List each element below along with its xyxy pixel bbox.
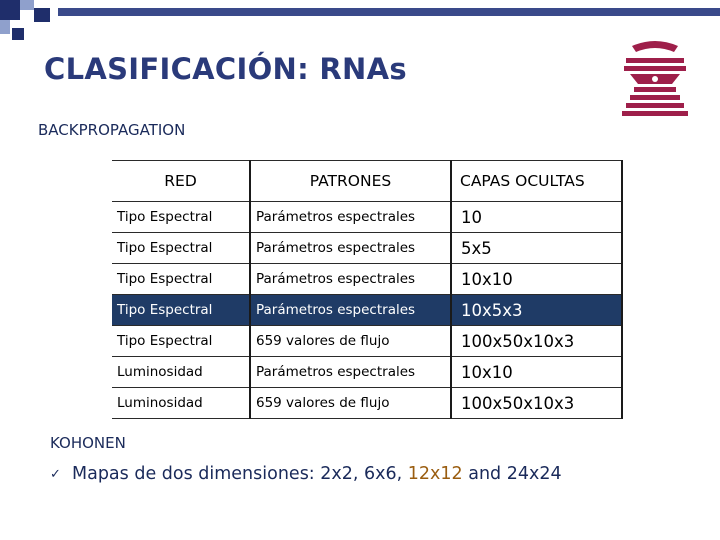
- corner-decoration: [0, 20, 10, 34]
- cell-red: Tipo Espectral: [112, 295, 250, 326]
- table-row: [112, 233, 622, 264]
- cell-patrones: 659 valores de flujo: [250, 388, 451, 419]
- header-rule: [58, 8, 720, 16]
- cell-capas: 10x10: [451, 264, 622, 295]
- cell-patrones: Parámetros espectrales: [250, 264, 451, 295]
- table-row: [112, 264, 622, 295]
- architecture-table: [112, 160, 623, 419]
- cell-red: Luminosidad: [112, 388, 250, 419]
- university-logo-icon: [612, 34, 698, 120]
- cell-capas: 10: [451, 202, 622, 233]
- cell-capas: 100x50x10x3: [451, 388, 622, 419]
- bullet-text-highlight: 12x12: [407, 464, 463, 484]
- header-patrones: PATRONES: [250, 161, 451, 202]
- corner-decoration: [34, 8, 50, 22]
- table-row: [112, 357, 622, 388]
- cell-patrones: Parámetros espectrales: [250, 295, 451, 326]
- slide-title: CLASIFICACIÓN: RNAs: [44, 52, 407, 86]
- cell-patrones: Parámetros espectrales: [250, 357, 451, 388]
- checkmark-icon: ✓: [50, 466, 61, 482]
- header-capas-ocultas: CAPAS OCULTAS: [451, 161, 622, 202]
- section-kohonen: KOHONEN: [50, 434, 126, 452]
- table-row: [112, 388, 622, 419]
- corner-decoration: [12, 28, 24, 40]
- table-row: [112, 326, 622, 357]
- bullet-text-prefix: Mapas de dos dimensiones: 2x2, 6x6,: [72, 464, 408, 484]
- cell-red: Tipo Espectral: [112, 264, 250, 295]
- cell-capas: 5x5: [451, 233, 622, 264]
- cell-capas: 10x5x3: [451, 295, 622, 326]
- section-backpropagation: BACKPROPAGATION: [38, 121, 186, 139]
- cell-red: Luminosidad: [112, 357, 250, 388]
- cell-patrones: Parámetros espectrales: [250, 202, 451, 233]
- table-header-row: [112, 161, 622, 202]
- corner-decoration: [0, 0, 20, 20]
- header-red: RED: [112, 161, 250, 202]
- cell-red: Tipo Espectral: [112, 326, 250, 357]
- table-row: [112, 202, 622, 233]
- bullet-text: [72, 464, 562, 484]
- cell-patrones: Parámetros espectrales: [250, 233, 451, 264]
- cell-red: Tipo Espectral: [112, 233, 250, 264]
- cell-red: Tipo Espectral: [112, 202, 250, 233]
- cell-capas: 100x50x10x3: [451, 326, 622, 357]
- cell-patrones: 659 valores de flujo: [250, 326, 451, 357]
- kohonen-bullet: [50, 464, 562, 484]
- corner-decoration: [20, 0, 34, 10]
- cell-capas: 10x10: [451, 357, 622, 388]
- table-row-highlighted: [112, 295, 622, 326]
- bullet-text-suffix: and 24x24: [462, 464, 562, 484]
